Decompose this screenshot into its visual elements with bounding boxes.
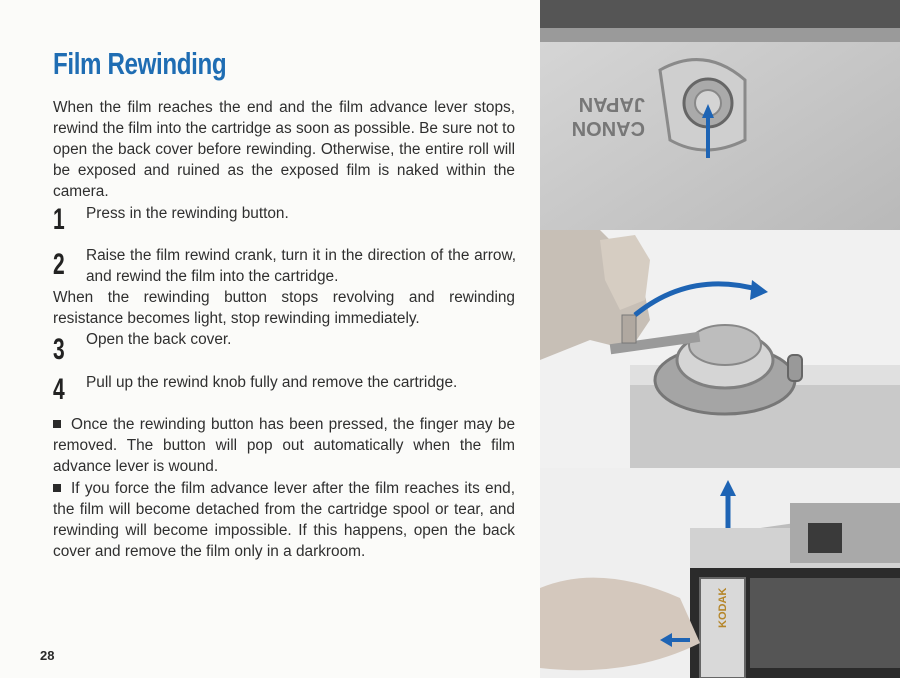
step-1-text: Press in the rewinding button.	[86, 205, 289, 222]
bullet-square-icon	[53, 484, 61, 492]
bullet-square-icon	[53, 420, 61, 428]
step-3-text: Open the back cover.	[86, 331, 232, 348]
step-1-number: 1	[53, 203, 65, 236]
note-2-text: If you force the film advance lever after the film reaches its end, the film will become detached from the cartridge spool or tear, and rewinding will become impossible. If this happens, open the back cover and remove the film only in a darkroom.	[53, 480, 515, 560]
cartridge-label: KODAK	[717, 587, 729, 628]
note-2	[53, 478, 515, 562]
note-1-text: Once the rewinding button has been pressed, the finger may be removed. The button will pop out automatically when the film advance lever is wound.	[53, 416, 515, 475]
photo-rewinding-button	[540, 0, 900, 230]
page-title: Film Rewinding	[53, 46, 227, 81]
step-3-number: 3	[53, 333, 65, 366]
page-number: 28	[40, 648, 55, 663]
engraving-japan: JAPAN	[578, 93, 645, 115]
step-4-number: 4	[53, 373, 65, 406]
engraving-canon: CANON	[571, 117, 645, 139]
photo-rewind-crank	[540, 230, 900, 468]
step-2-number: 2	[53, 248, 65, 281]
step-4-text: Pull up the rewind knob fully and remove the cartridge.	[86, 374, 458, 391]
photo-remove-cartridge	[540, 468, 900, 678]
intro-paragraph: When the film reaches the end and the film advance lever stops, rewind the film into the cartridge as soon as possible. Be sure not to open the back cover before rewinding. Otherwise, the entire roll will be exposed and ruined as the exposed film is naked within the camera.	[53, 99, 515, 200]
step-2-text: Raise the film rewind crank, turn it in the direction of the arrow, and rewind the film into the cartridge.	[86, 247, 516, 285]
step-2-note: When the rewinding button stops revolving and rewinding resistance becomes light, stop rewinding immediately.	[53, 289, 515, 327]
note-1	[53, 414, 515, 477]
